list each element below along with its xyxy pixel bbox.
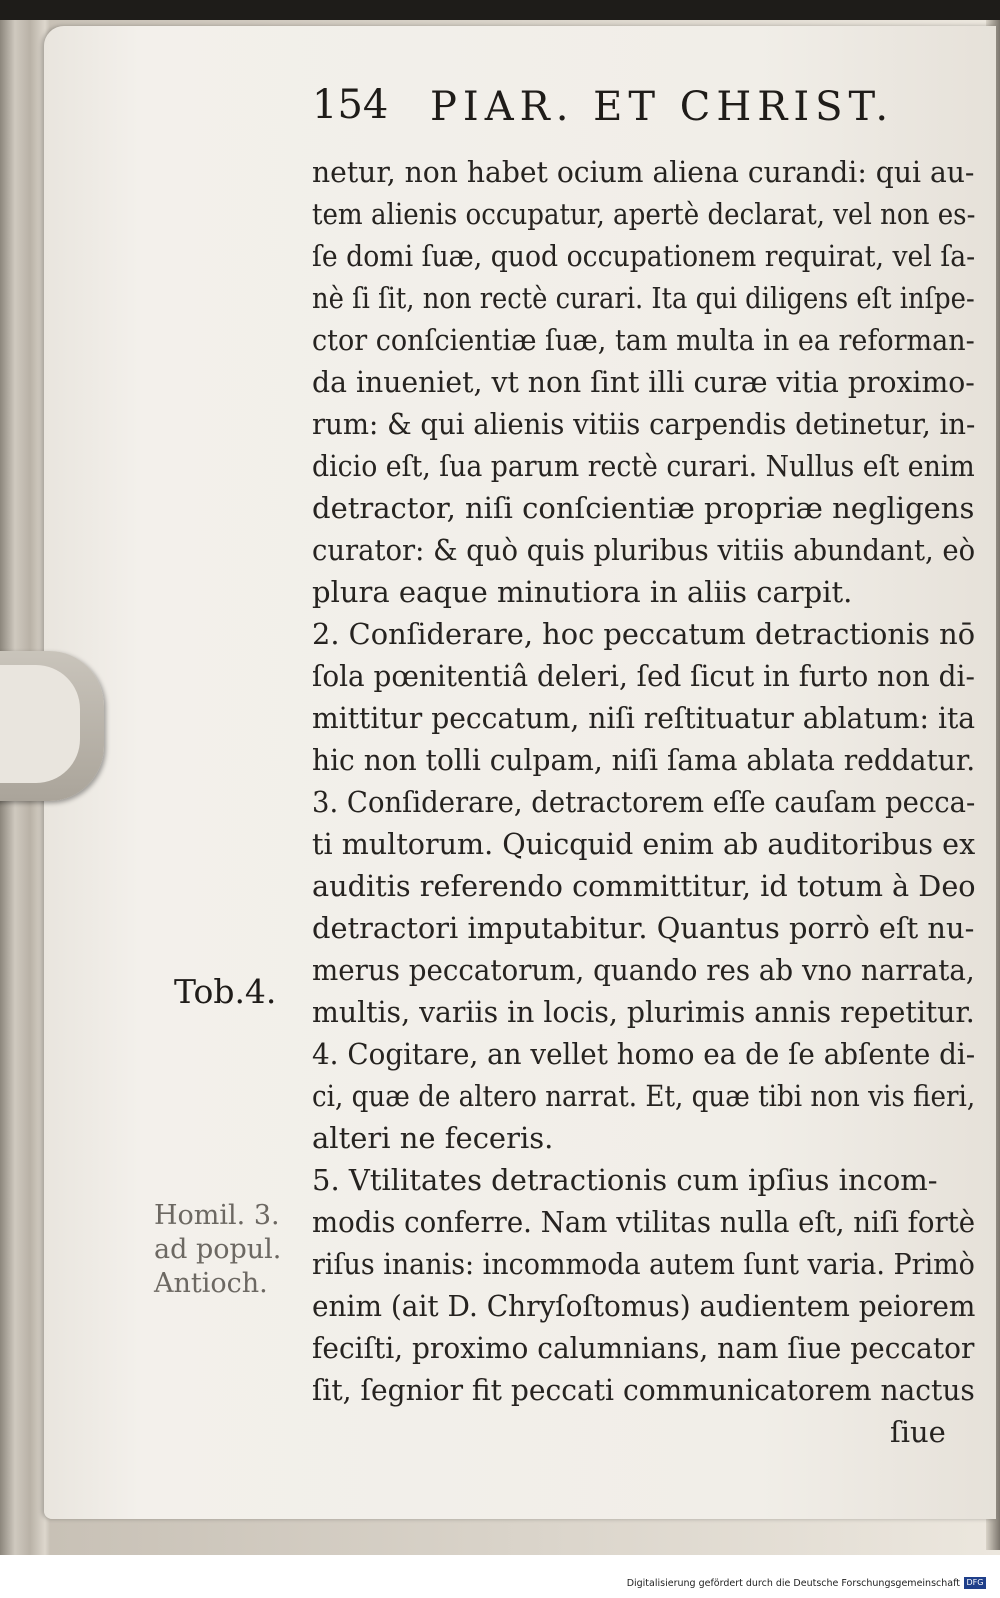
- text-line: plura eaque minutiora in aliis carpit.: [312, 575, 853, 609]
- digitization-credit: Digitalisierung gefördert durch die Deutsche Forschungsgemeinschaft: [626, 1578, 960, 1589]
- text-line: mittitur peccatum, niſi reſtituatur ablatum: ita: [312, 701, 976, 735]
- text-line: auditis referendo committitur, id totum à Deo: [312, 869, 976, 903]
- text-line: rum: & qui alienis vitiis carpendis detinetur, in-: [312, 407, 976, 441]
- text-line: nè ſi ſit, non rectè curari. Ita qui diligens eſt inſpe-: [312, 281, 975, 315]
- text-line: enim (ait D. Chryſoſtomus) audientem peiorem: [312, 1289, 976, 1323]
- text-line: ci, quæ de altero narrat. Et, quæ tibi non vis fieri,: [312, 1079, 976, 1113]
- text-line: ſit, ſegnior fit peccati communicatorem nactus: [312, 1373, 975, 1407]
- text-line: 3. Conſiderare, detractorem eſſe cauſam pecca-: [312, 785, 976, 819]
- text-line: ctor conſcientiæ ſuæ, tam multa in ea reforman-: [312, 323, 975, 357]
- text-line: feciſti, proximo calumnians, nam ſiue peccator: [312, 1331, 975, 1365]
- text-line: merus peccatorum, quando res ab vno narrata,: [312, 953, 975, 987]
- margin-note-homil: ad popul.: [154, 1234, 282, 1265]
- running-title: PIAR. ET CHRIST.: [430, 84, 895, 130]
- text-line: 4. Cogitare, an vellet homo ea de ſe abſente di-: [312, 1037, 976, 1071]
- text-line: detractor, niſi conſcientiæ propriæ negligens: [312, 491, 975, 525]
- text-line: ti multorum. Quicquid enim ab auditoribus ex: [312, 827, 976, 861]
- text-line: da inueniet, vt non ſint illi curæ vitia proximo-: [312, 365, 975, 399]
- text-line: 5. Vtilitates detractionis cum ipſius incom-: [312, 1163, 938, 1197]
- page-clip: [0, 651, 104, 801]
- margin-note-homil: Antioch.: [154, 1268, 268, 1299]
- margin-note-homil: Homil. 3.: [154, 1200, 280, 1231]
- text-line: hic non tolli culpam, niſi ſama ablata reddatur.: [312, 743, 976, 777]
- page-number: 154: [312, 82, 389, 128]
- catchword: ſiue: [890, 1415, 946, 1449]
- dfg-logo: DFG: [964, 1577, 986, 1589]
- margin-note-tob: Tob.4.: [174, 972, 277, 1011]
- text-line: 2. Conſiderare, hoc peccatum detractionis nō: [312, 617, 976, 651]
- text-line: dicio eſt, ſua parum rectè curari. Nullus eſt enim: [312, 449, 975, 483]
- text-line: tem alienis occupatur, apertè declarat, vel non es-: [312, 197, 976, 231]
- text-line: detractori imputabitur. Quantus porrò eſt nu-: [312, 911, 975, 945]
- text-line: ſola pœnitentiâ deleri, ſed ſicut in furto non di-: [312, 659, 975, 693]
- text-line: alteri ne feceris.: [312, 1121, 554, 1155]
- footer-strip: [0, 1555, 1000, 1598]
- text-line: riſus inanis: incommoda autem ſunt varia. Primò: [312, 1247, 975, 1281]
- text-line: ſe domi ſuæ, quod occupationem requirat, vel ſa-: [312, 239, 976, 273]
- text-line: multis, variis in locis, plurimis annis repetitur.: [312, 995, 975, 1029]
- text-line: modis conferre. Nam vtilitas nulla eſt, niſi fortè: [312, 1205, 976, 1239]
- text-line: netur, non habet ocium aliena curandi: qui au-: [312, 155, 975, 189]
- text-line: curator: & quò quis pluribus vitiis abundant, eò: [312, 533, 976, 567]
